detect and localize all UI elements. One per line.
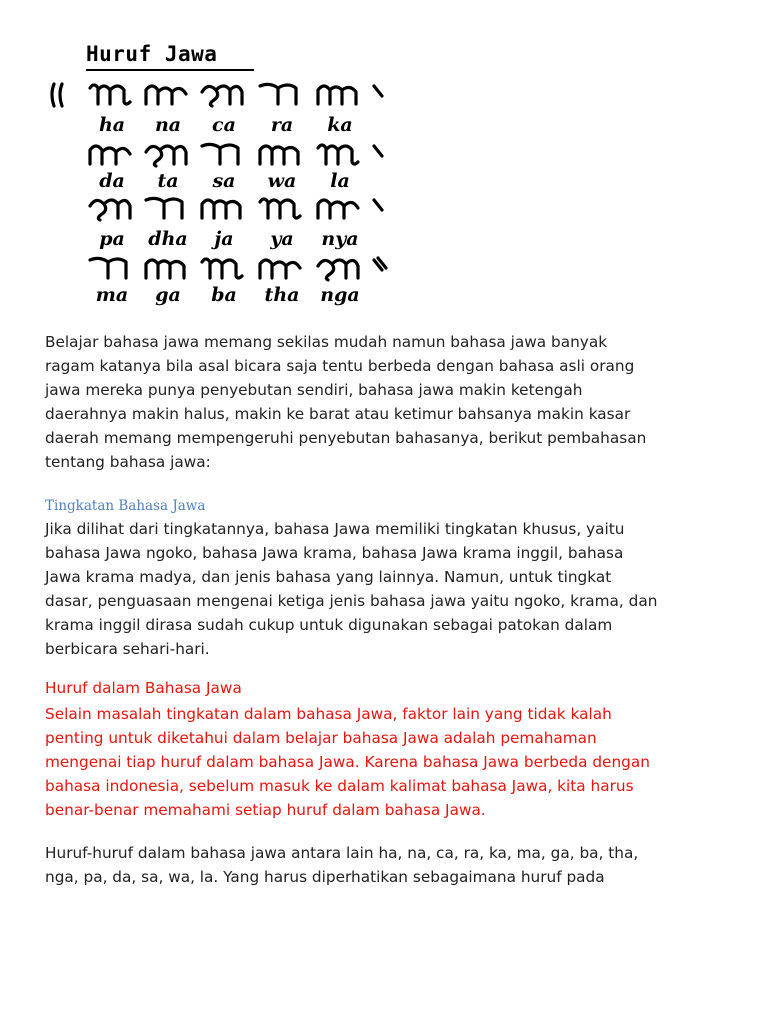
- latin-transliteration-row: [86, 228, 416, 252]
- text-line: mengenai tiap huruf dalam bahasa Jawa. Karena bahasa Jawa berbeda dengan: [45, 753, 650, 771]
- aksara-ca-glyph: [198, 80, 248, 108]
- text-line: Jika dilihat dari tingkatannya, bahasa Jawa memiliki tingkatan khusus, yaitu: [45, 520, 625, 538]
- latin-syllable: nga: [320, 284, 360, 306]
- text-line: tentang bahasa jawa:: [45, 453, 211, 471]
- tingkatan-paragraph: [45, 517, 735, 661]
- aksara-ba-glyph: [198, 254, 248, 282]
- aksara-wa-glyph: [256, 140, 306, 168]
- text-line: berbicara sehari-hari.: [45, 640, 210, 658]
- aksara-glyph-row: [86, 254, 416, 284]
- text-line: dasar, penguasaan mengenai ketiga jenis bahasa jawa yaitu ngoko, krama, dan: [45, 592, 658, 610]
- text-line: benar-benar memahami setiap huruf dalam bahasa Jawa.: [45, 801, 486, 819]
- latin-syllable: ba: [211, 284, 237, 306]
- latin-syllable: ya: [270, 228, 294, 250]
- text-line: jawa mereka punya penyebutan sendiri, bahasa jawa makin ketengah: [45, 381, 583, 399]
- latin-syllable: sa: [212, 170, 236, 192]
- figure-title: Huruf Jawa: [86, 42, 218, 66]
- aksara-da-glyph: [86, 140, 136, 168]
- aksara-ta-glyph: [142, 140, 192, 168]
- latin-syllable: ra: [270, 114, 294, 136]
- text-line: krama inggil dirasa sudah cukup untuk digunakan sebagai patokan dalam: [45, 616, 613, 634]
- aksara-sa-glyph: [198, 140, 248, 168]
- aksara-jawa-figure: [40, 36, 410, 316]
- figure-title-underline: [86, 69, 254, 71]
- aksara-ya-glyph: [256, 194, 306, 222]
- text-line: bahasa Jawa ngoko, bahasa Jawa krama, bahasa Jawa krama inggil, bahasa: [45, 544, 624, 562]
- latin-syllable: ca: [212, 114, 236, 136]
- aksara-ha-glyph: [86, 80, 136, 108]
- latin-syllable: ga: [155, 284, 181, 306]
- aksara-glyph-row: [86, 80, 416, 110]
- text-line: Selain masalah tingkatan dalam bahasa Jawa, faktor lain yang tidak kalah: [45, 705, 612, 723]
- aksara-nya-glyph: [314, 194, 364, 222]
- pada-lingsa-icon: [370, 140, 390, 168]
- text-line: daerah memang mempengeruhi penyebutan bahasanya, berikut pembahasan: [45, 429, 647, 447]
- aksara-ga-glyph: [142, 254, 192, 282]
- pada-lingsa-icon: [370, 254, 390, 282]
- latin-syllable: nya: [321, 228, 359, 250]
- latin-syllable: ja: [214, 228, 234, 250]
- latin-syllable: la: [330, 170, 350, 192]
- aksara-glyph-row: [86, 140, 416, 170]
- text-line: Jawa krama madya, dan jenis bahasa yang lainnya. Namun, untuk tingkat: [45, 568, 612, 586]
- pada-lingsa-icon: [370, 80, 390, 108]
- latin-syllable: ha: [98, 114, 126, 136]
- pada-lingsa-icon: [370, 194, 390, 222]
- text-line: Belajar bahasa jawa memang sekilas mudah namun bahasa jawa banyak: [45, 333, 608, 351]
- huruf-paragraph: [45, 702, 735, 822]
- latin-syllable: ka: [327, 114, 353, 136]
- latin-syllable: na: [154, 114, 182, 136]
- pada-adeg-icon: [48, 80, 68, 108]
- aksara-nga-glyph: [314, 254, 364, 282]
- aksara-tha-glyph: [256, 254, 306, 282]
- aksara-na-glyph: [142, 80, 192, 108]
- latin-syllable: wa: [267, 170, 297, 192]
- aksara-pa-glyph: [86, 194, 136, 222]
- section-heading-huruf: Huruf dalam Bahasa Jawa: [45, 679, 242, 697]
- text-line: ragam katanya bila asal bicara saja tentu berbeda dengan bahasa asli orang: [45, 357, 635, 375]
- latin-transliteration-row: [86, 284, 416, 308]
- aksara-la-glyph: [314, 140, 364, 168]
- text-line: nga, pa, da, sa, wa, la. Yang harus diperhatikan sebagaimana huruf pada: [45, 868, 605, 886]
- latin-transliteration-row: [86, 114, 416, 138]
- latin-syllable: pa: [99, 228, 125, 250]
- latin-transliteration-row: [86, 170, 416, 194]
- aksara-ma-glyph: [86, 254, 136, 282]
- aksara-ka-glyph: [314, 80, 364, 108]
- latin-syllable: ma: [95, 284, 129, 306]
- latin-syllable: ta: [157, 170, 179, 192]
- aksara-glyph-row: [86, 194, 416, 224]
- aksara-dha-glyph: [142, 194, 192, 222]
- closing-paragraph: [45, 841, 735, 889]
- text-line: bahasa indonesia, sebelum masuk ke dalam kalimat bahasa Jawa, kita harus: [45, 777, 634, 795]
- latin-syllable: tha: [264, 284, 300, 306]
- intro-paragraph: [45, 330, 735, 474]
- text-line: penting untuk diketahui dalam belajar bahasa Jawa adalah pemahaman: [45, 729, 597, 747]
- latin-syllable: da: [99, 170, 125, 192]
- text-line: Huruf-huruf dalam bahasa jawa antara lain ha, na, ca, ra, ka, ma, ga, ba, tha,: [45, 844, 639, 862]
- latin-syllable: dha: [148, 228, 188, 250]
- aksara-ja-glyph: [198, 194, 248, 222]
- section-heading-tingkatan: Tingkatan Bahasa Jawa: [45, 498, 206, 514]
- text-line: daerahnya makin halus, makin ke barat atau ketimur bahsanya makin kasar: [45, 405, 631, 423]
- aksara-ra-glyph: [256, 80, 306, 108]
